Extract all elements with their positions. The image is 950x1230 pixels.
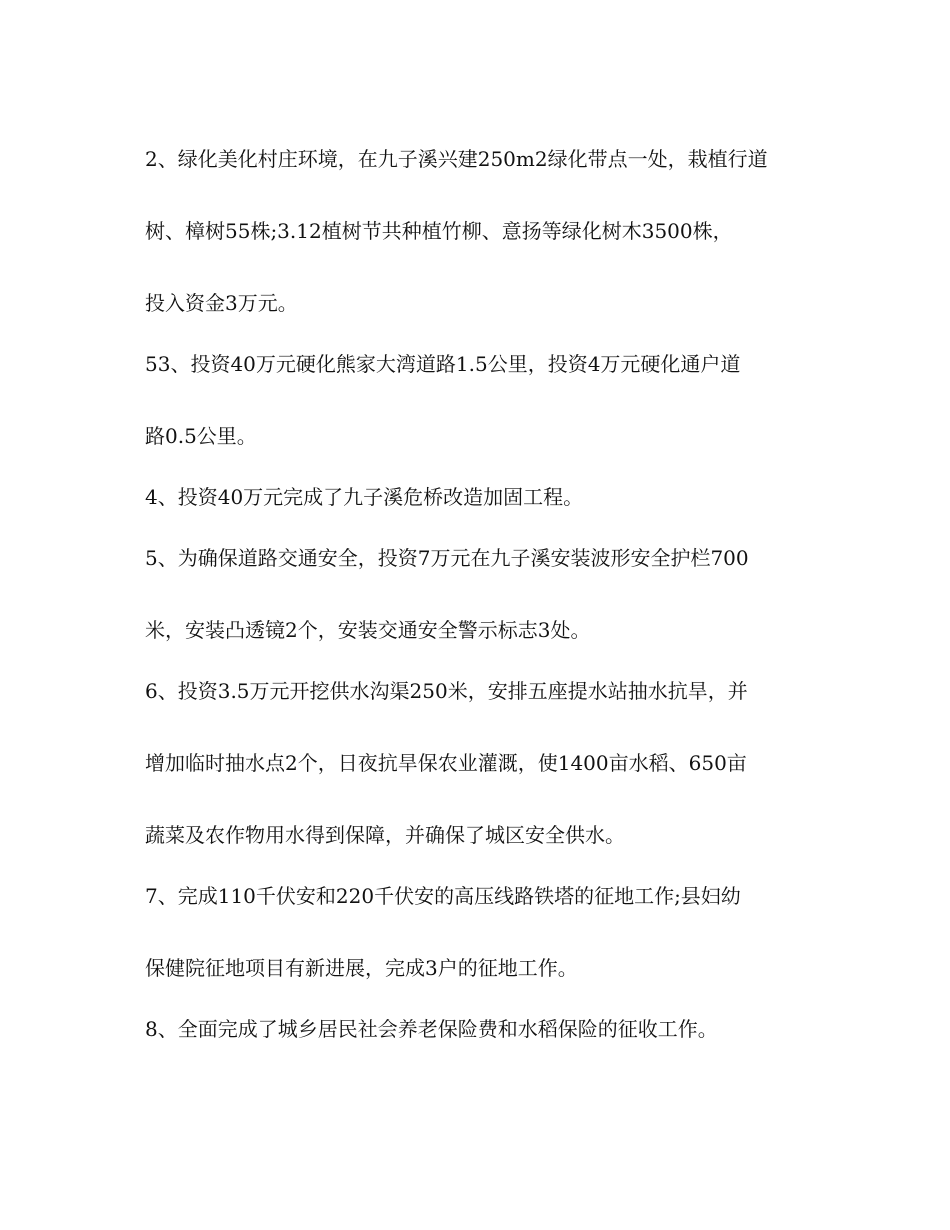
paragraph-3-line-2: 路0.5公里。 (145, 424, 257, 448)
paragraph-2-line-1: 2、绿化美化村庄环境，在九子溪兴建250m2绿化带点一处，栽植行道 (145, 147, 768, 171)
paragraph-6-line-1: 6、投资3.5万元开挖供水沟渠250米，安排五座提水站抽水抗旱，并 (145, 679, 748, 703)
paragraph-8-line-1: 8、全面完成了城乡居民社会养老保险费和水稻保险的征收工作。 (145, 1017, 718, 1041)
paragraph-4-line-1: 4、投资40万元完成了九子溪危桥改造加固工程。 (145, 485, 584, 509)
paragraph-5-line-1: 5、为确保道路交通安全，投资7万元在九子溪安装波形安全护栏700 (145, 546, 749, 570)
paragraph-6-line-3: 蔬菜及农作物用水得到保障，并确保了城区安全供水。 (145, 823, 625, 847)
paragraph-5-line-2: 米，安装凸透镜2个，安装交通安全警示标志3处。 (145, 618, 591, 642)
paragraph-7-line-2: 保健院征地项目有新进展，完成3户的征地工作。 (145, 956, 578, 980)
paragraph-2-line-2: 树、樟树55株;3.12植树节共种植竹柳、意扬等绿化树木3500株， (145, 219, 733, 243)
paragraph-3-line-1: 53、投资40万元硬化熊家大湾道路1.5公里，投资4万元硬化通户道 (145, 352, 741, 376)
paragraph-2-line-3: 投入资金3万元。 (145, 291, 298, 315)
paragraph-6-line-2: 增加临时抽水点2个，日夜抗旱保农业灌溉，使1400亩水稻、650亩 (145, 751, 747, 775)
paragraph-7-line-1: 7、完成110千伏安和220千伏安的高压线路铁塔的征地工作;县妇幼 (145, 884, 741, 908)
